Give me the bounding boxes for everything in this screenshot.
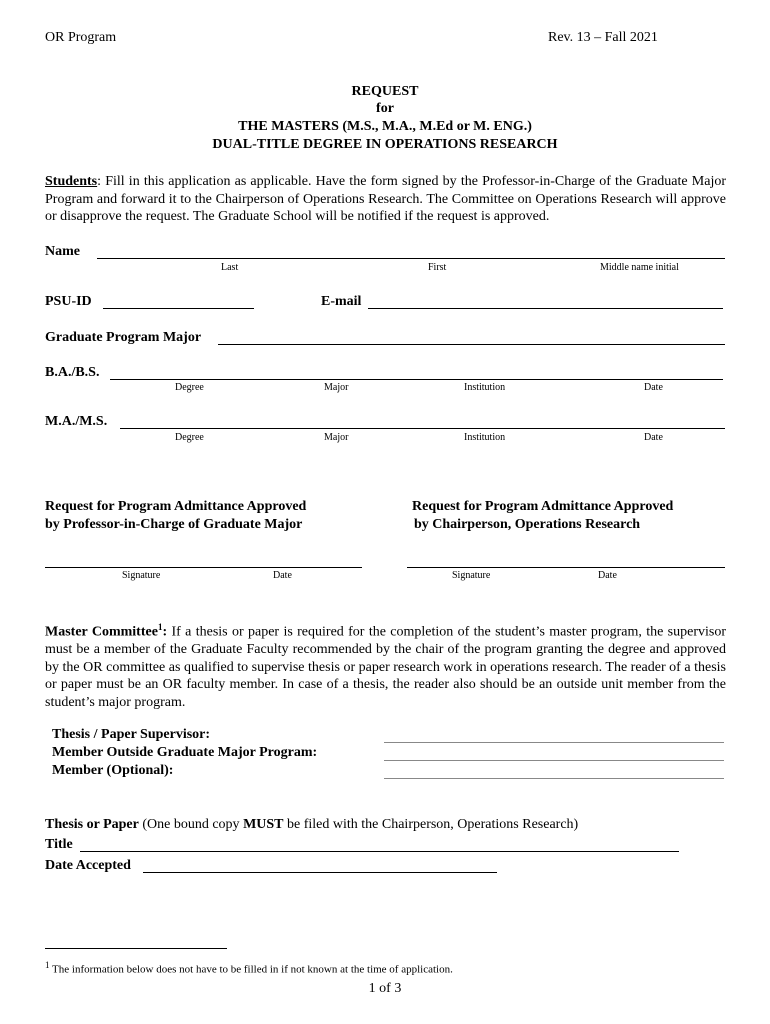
ma-major-caption: Major xyxy=(324,432,349,443)
name-label: Name xyxy=(45,244,80,259)
ba-label: B.A./B.S. xyxy=(45,365,100,380)
date-accepted-label: Date Accepted xyxy=(45,858,131,873)
committee-colon: : xyxy=(162,624,168,640)
approval-left-line1: Request for Program Admittance Approved xyxy=(45,499,307,514)
chair-date-caption: Date xyxy=(598,570,617,581)
date-accepted-field[interactable] xyxy=(143,872,497,873)
header-left: OR Program xyxy=(45,30,117,45)
committee-text: If a thesis or paper is required for the completion of the student’s master program, the supervisor must be a member of the Graduate Faculty recommended by the chair of the program granting the degree and approved by the OR committee as qualified to supervise thesis or paper research work in operations research. The reader of a thesis or paper must be an OR faculty member. In case of a thesis, the reader also should be an outside unit member from the student’s major program. xyxy=(45,624,726,710)
title-line2: for xyxy=(376,101,394,116)
outside-member-field[interactable] xyxy=(384,760,724,761)
supervisor-field[interactable] xyxy=(384,742,724,743)
thesis-heading xyxy=(45,817,578,833)
footnote-rule xyxy=(45,948,227,949)
footnote xyxy=(45,960,453,976)
committee-label: Master Committee xyxy=(45,624,158,640)
ba-date-caption: Date xyxy=(644,382,663,393)
ba-institution-caption: Institution xyxy=(464,382,506,393)
psu-id-field[interactable] xyxy=(103,308,254,309)
ma-label: M.A./M.S. xyxy=(45,414,108,429)
ma-date-caption: Date xyxy=(644,432,663,443)
supervisor-label: Thesis / Paper Supervisor: xyxy=(52,727,211,742)
approval-right-line2: by Chairperson, Operations Research xyxy=(414,517,641,532)
chair-signature-caption: Signature xyxy=(452,570,491,581)
students-paragraph xyxy=(45,173,726,226)
optional-member-label: Member (Optional): xyxy=(52,763,174,778)
prof-signature-caption: Signature xyxy=(122,570,161,581)
email-field[interactable] xyxy=(368,308,723,309)
title-field[interactable] xyxy=(80,851,679,852)
ma-institution-caption: Institution xyxy=(464,432,506,443)
ma-field[interactable] xyxy=(120,428,725,429)
thesis-note-pre: (One bound copy xyxy=(138,817,244,832)
header-right: Rev. 13 – Fall 2021 xyxy=(548,30,658,45)
psu-id-label: PSU-ID xyxy=(45,294,92,309)
page-number: 1 of 3 xyxy=(368,981,402,996)
ba-field[interactable] xyxy=(110,379,723,380)
outside-member-label: Member Outside Graduate Major Program: xyxy=(52,745,318,760)
title-line4: DUAL-TITLE DEGREE IN OPERATIONS RESEARCH xyxy=(212,137,558,152)
title-label: Title xyxy=(45,837,73,852)
ba-degree-caption: Degree xyxy=(175,382,204,393)
footnote-text: The information below does not have to be filled in if not known at the time of application. xyxy=(49,963,453,976)
name-first-caption: First xyxy=(428,262,447,273)
committee-paragraph xyxy=(45,619,726,711)
name-field[interactable] xyxy=(97,258,725,259)
email-label: E-mail xyxy=(321,294,362,309)
thesis-note-post: be filed with the Chairperson, Operations Research) xyxy=(283,817,579,832)
ma-degree-caption: Degree xyxy=(175,432,204,443)
optional-member-field[interactable] xyxy=(384,778,724,779)
approval-left-line2: by Professor-in-Charge of Graduate Major xyxy=(45,517,303,532)
students-label: Students xyxy=(45,174,98,189)
name-last-caption: Last xyxy=(221,262,239,273)
approval-right-line1: Request for Program Admittance Approved xyxy=(412,499,674,514)
committee-footnote-mark: 1 xyxy=(157,622,163,632)
title-line1: REQUEST xyxy=(351,84,419,99)
thesis-note-must: MUST xyxy=(243,817,284,832)
name-middle-caption: Middle name initial xyxy=(600,262,679,273)
major-field[interactable] xyxy=(218,344,725,345)
prof-date-caption: Date xyxy=(273,570,292,581)
ba-major-caption: Major xyxy=(324,382,349,393)
prof-signature-field[interactable] xyxy=(45,567,362,568)
chair-signature-field[interactable] xyxy=(407,567,725,568)
major-label: Graduate Program Major xyxy=(45,330,202,345)
footnote-mark: 1 xyxy=(45,960,50,970)
title-line3: THE MASTERS (M.S., M.A., M.Ed or M. ENG.) xyxy=(238,119,532,134)
students-text: : Fill in this application as applicable. Have the form signed by the Professor-in-Charge of the Graduate Major Program and forward it to the Chairperson of Operations Research. The Committee on Operations Research will approve or disapprove the request. The Graduate School will be notified if the request is approved. xyxy=(45,174,726,224)
thesis-label: Thesis or Paper xyxy=(45,817,139,832)
